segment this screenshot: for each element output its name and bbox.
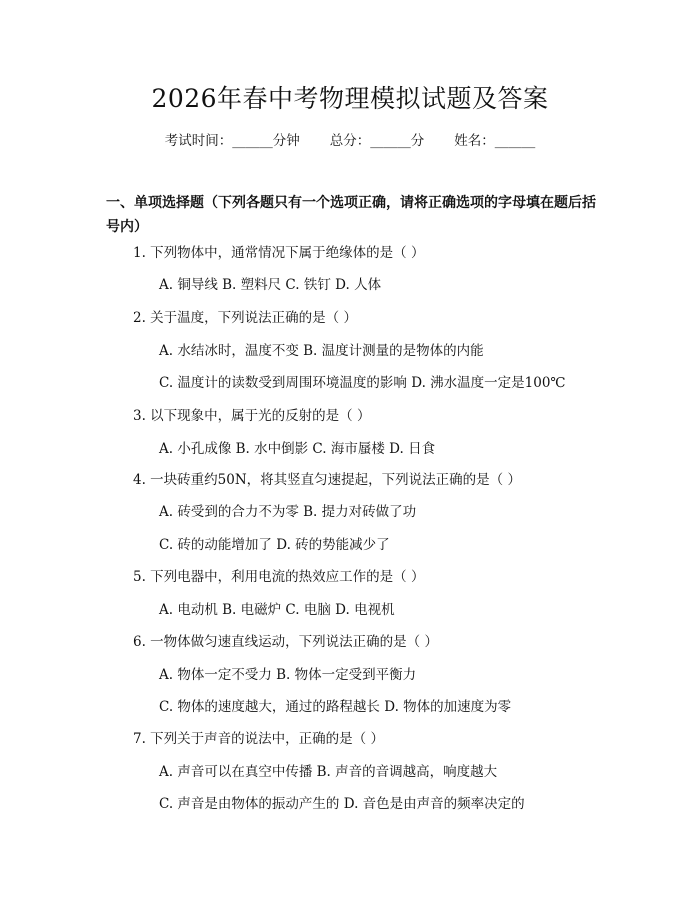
question-3-stem: 3. 以下现象中，属于光的反射的是（ ） [133,408,371,424]
question-6-stem: 6. 一物体做匀速直线运动，下列说法正确的是（ ） [133,634,438,650]
question-7-options-line-1: A. 声音可以在真空中传播 B. 声音的音调越高，响度越大 [159,764,498,780]
question-3-options: A. 小孔成像 B. 水中倒影 C. 海市蜃楼 D. 日食 [159,441,436,457]
question-5-options: A. 电动机 B. 电磁炉 C. 电脑 D. 电视机 [159,602,395,618]
question-4-options-line-1: A. 砖受到的合力不为零 B. 提力对砖做了功 [159,504,417,520]
question-6-options-line-2: C. 物体的速度越大，通过的路程越长 D. 物体的加速度为零 [159,699,512,715]
question-4-stem: 4. 一块砖重约50N，将其竖直匀速提起，下列说法正确的是（ ） [133,472,521,488]
question-4-options-line-2: C. 砖的动能增加了 D. 砖的势能减少了 [159,537,390,553]
section-heading: 一、单项选择题（下列各题只有一个选项正确，请将正确选项的字母填在题后括号内） [106,195,596,235]
question-1-stem: 1. 下列物体中，通常情况下属于绝缘体的是（ ） [133,245,425,261]
total-score-field: 总分：______分 [329,133,425,149]
exam-time-field: 考试时间：______分钟 [164,133,300,149]
question-1-options: A. 铜导线 B. 塑料尺 C. 铁钉 D. 人体 [159,277,382,293]
question-5-stem: 5. 下列电器中，利用电流的热效应工作的是（ ） [133,569,425,585]
question-6-options-line-1: A. 物体一定不受力 B. 物体一定受到平衡力 [159,667,417,683]
question-2-options-line-1: A. 水结冰时，温度不变 B. 温度计测量的是物体的内能 [159,343,484,359]
exam-title: 2026年春中考物理模拟试题及答案 [151,84,549,113]
question-2-options-line-2: C. 温度计的读数受到周围环境温度的影响 D. 沸水温度一定是100℃ [159,375,566,391]
question-2-stem: 2. 关于温度，下列说法正确的是（ ） [133,310,357,326]
name-field: 姓名：______ [454,133,536,149]
question-7-options-line-2: C. 声音是由物体的振动产生的 D. 音色是由声音的频率决定的 [159,796,525,812]
exam-info-line [0,131,700,151]
question-7-stem: 7. 下列关于声音的说法中，正确的是（ ） [133,731,384,747]
